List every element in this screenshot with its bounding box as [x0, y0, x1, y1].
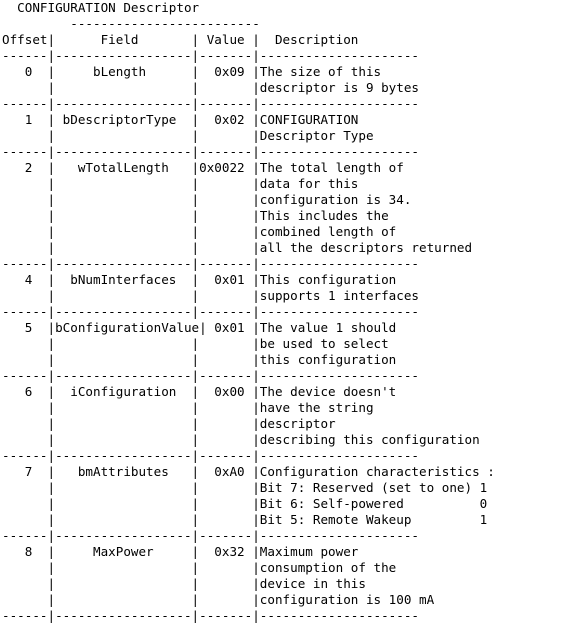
listing-line: | | |this configuration — [2, 352, 397, 367]
listing-line: | | |This includes the — [2, 208, 389, 223]
listing-line: ------|------------------|-------|--------------------- — [2, 304, 420, 319]
configuration-descriptor-listing — [2, 0, 495, 624]
listing-line: | | |describing this configuration — [2, 432, 480, 447]
listing-line: 7 | bmAttributes | 0xA0 |Configuration characteristics : — [2, 464, 495, 479]
listing-line: 8 | MaxPower | 0x32 |Maximum power — [2, 544, 359, 559]
listing-line: 4 | bNumInterfaces | 0x01 |This configuration — [2, 272, 397, 287]
listing-line: ------|------------------|-------|--------------------- — [2, 144, 420, 159]
listing-line: 5 |bConfigurationValue| 0x01 |The value 1 should — [2, 320, 397, 335]
listing-line: | | |Bit 7: Reserved (set to one) 1 — [2, 480, 488, 495]
listing-line: | | |consumption of the — [2, 560, 397, 575]
listing-line: | | |combined length of — [2, 224, 397, 239]
listing-line: | | |supports 1 interfaces — [2, 288, 420, 303]
listing-line: 0 | bLength | 0x09 |The size of this — [2, 64, 382, 79]
listing-line: 6 | iConfiguration | 0x00 |The device doesn't — [2, 384, 397, 399]
listing-line: ------|------------------|-------|--------------------- — [2, 96, 420, 111]
listing-line: | | |device in this — [2, 576, 366, 591]
listing-line: | | |configuration is 100 mA — [2, 592, 435, 607]
listing-line: | | |have the string — [2, 400, 374, 415]
listing-line: | | |be used to select — [2, 336, 389, 351]
listing-line: | | |Descriptor Type — [2, 128, 374, 143]
listing-line: ------|------------------|-------|--------------------- — [2, 256, 420, 271]
listing-line: | | |Bit 5: Remote Wakeup 1 — [2, 512, 488, 527]
listing-line: ------------------------- — [2, 16, 260, 31]
document-title: CONFIGURATION Descriptor — [2, 0, 200, 15]
listing-line: ------|------------------|-------|--------------------- — [2, 528, 420, 543]
listing-line: | | |descriptor is 9 bytes — [2, 80, 420, 95]
listing-line: | | |configuration is 34. — [2, 192, 412, 207]
listing-line: ------|------------------|-------|--------------------- — [2, 608, 420, 623]
listing-line: 1 | bDescriptorType | 0x02 |CONFIGURATION — [2, 112, 359, 127]
listing-line: ------|------------------|-------|--------------------- — [2, 368, 420, 383]
listing-line: | | |data for this — [2, 176, 359, 191]
listing-line: ------|------------------|-------|--------------------- — [2, 448, 420, 463]
listing-line: | | |descriptor — [2, 416, 336, 431]
listing-line: Offset| Field | Value | Description — [2, 32, 359, 47]
listing-line: ------|------------------|-------|--------------------- — [2, 48, 420, 63]
listing-line: | | |Bit 6: Self-powered 0 — [2, 496, 488, 511]
listing-line: 2 | wTotalLength |0x0022 |The total length of — [2, 160, 404, 175]
listing-line: | | |all the descriptors returned — [2, 240, 473, 255]
